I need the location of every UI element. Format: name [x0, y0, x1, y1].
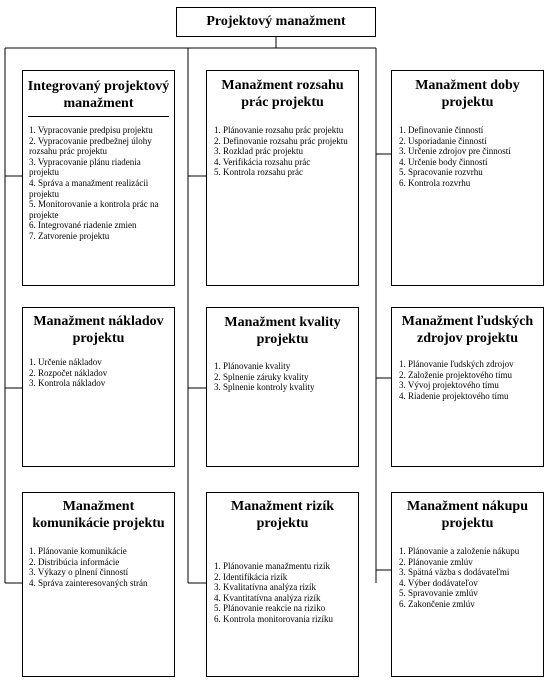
- list-item: 6. Zakončenie zmlúv: [399, 598, 475, 609]
- list-item: 3. Určenie zdrojov pre činností: [399, 146, 511, 157]
- list-item: 3. Kontrola nákladov: [29, 378, 106, 389]
- list-item: 3. Splnenie kontroly kvality: [214, 382, 315, 393]
- list-item: 1. Plánovanie ľudských zdrojov: [399, 359, 514, 369]
- list-item: 1. Plánovanie rozsahu prác projektu: [214, 125, 344, 135]
- list-item: 4. Správa zainteresovaných strán: [29, 577, 148, 588]
- list-item: 6. Integrované riadenie zmien: [29, 220, 137, 231]
- list-item: 2. Identifikácia rizík: [214, 571, 288, 582]
- node-title: Manažment nákladov projektu: [33, 314, 164, 346]
- list-item: 3. Výkazy o plnení činností: [29, 567, 129, 578]
- list-item: 2. Plánovanie zmlúv: [399, 556, 473, 567]
- node-item-list: [214, 361, 355, 393]
- node-title: Manažment doby projektu: [415, 78, 520, 110]
- node-integrated-management: [22, 70, 175, 286]
- list-item: 1. Definovanie činností: [399, 125, 484, 135]
- node-item-list: [29, 546, 172, 588]
- node-human-resources-management: [391, 307, 544, 467]
- node-item-list: [399, 125, 542, 189]
- list-item: 5. Spravovanie zmlúv: [399, 588, 478, 599]
- list-item: 3. Spätná väzba s dodávateľmi: [399, 567, 510, 578]
- node-item-list: [399, 359, 542, 401]
- list-item: 4. Riadenie projektového tímu: [399, 390, 509, 401]
- node-scope-management: [206, 70, 359, 286]
- list-item: 2. Rozpočet nákladov: [29, 367, 108, 378]
- list-item: 2. Distribúcia informácie: [29, 556, 120, 567]
- list-item: 1. Plánovanie komunikácie: [29, 546, 127, 556]
- node-divider: [28, 116, 169, 117]
- node-title: Manažment kvality projektu: [224, 315, 341, 347]
- node-cost-management: [22, 307, 175, 467]
- list-item: 1. Plánovanie manažmentu rizík: [214, 561, 330, 571]
- list-item: 4. Kvantitatívna analýza rizík: [214, 592, 321, 603]
- list-item: 1. Plánovanie a založenie nákupu: [399, 546, 520, 556]
- list-item: 4. Správa a manažment realizácii projektu: [29, 177, 149, 199]
- list-item: 5. Monitorovanie a kontrola prác na projekte: [29, 199, 159, 220]
- list-item: 3. Vývoj projektového tímu: [399, 380, 499, 391]
- list-item: 4. Určenie body činností: [399, 156, 488, 167]
- node-title: Manažment komunikácie projektu: [32, 499, 165, 531]
- node-item-list: [399, 546, 542, 610]
- node-communication-management: [22, 492, 175, 677]
- root-title: Projektový manažment: [206, 14, 346, 29]
- list-item: 4. Verifikácia rozsahu prác: [214, 156, 311, 167]
- node-quality-management: [206, 307, 359, 467]
- list-item: 2. Usporiadanie činností: [399, 135, 487, 146]
- list-item: 1. Plánovanie kvality: [214, 361, 291, 371]
- node-title: Manažment rizík projektu: [230, 499, 335, 531]
- list-item: 2. Definovanie rozsahu prác projektu: [214, 135, 348, 146]
- list-item: 4. Výber dodávateľov: [399, 577, 478, 588]
- node-item-list: [214, 561, 357, 625]
- list-item: 3. Rozklad prác projektu: [214, 146, 303, 157]
- list-item: 5. Spracovanie rozvrhu: [399, 167, 483, 178]
- list-item: 6. Kontrola monitorovania rizíku: [214, 613, 333, 624]
- list-item: 2. Splnenie záruky kvality: [214, 371, 309, 382]
- list-item: 5. Plánovanie reakcie na riziko: [214, 603, 326, 614]
- node-item-list: [29, 357, 172, 389]
- list-item: 1. Vypracovanie predpisu projektu: [29, 125, 153, 135]
- list-item: 3. Vypracovanie plánu riadenia projektu: [29, 156, 141, 178]
- list-item: 2. Založenie projektového tímu: [399, 369, 512, 380]
- node-risk-management: [206, 492, 359, 677]
- node-time-management: [391, 70, 544, 286]
- node-procurement-management: [391, 492, 544, 677]
- node-title: Integrovaný projektový manažment: [27, 79, 170, 111]
- list-item: 1. Určenie nákladov: [29, 357, 102, 367]
- list-item: 5. Kontrola rozsahu prác: [214, 167, 303, 178]
- list-item: 7. Zatvorenie projektu: [29, 230, 110, 241]
- root-node: [176, 7, 376, 37]
- list-item: 2. Vypracovanie predbežnej úlohy rozsahu prác projektu: [29, 135, 152, 157]
- node-item-list: [29, 125, 172, 242]
- list-item: 3. Kvalitatívna analýza rizík: [214, 582, 316, 593]
- node-item-list: [214, 125, 355, 178]
- node-title: Manažment ľudských zdrojov projektu: [401, 314, 534, 346]
- node-title: Manažment nákupu projektu: [407, 499, 528, 531]
- list-item: 6. Kontrola rozvrhu: [399, 177, 471, 188]
- node-title: Manažment rozsahu prác projektu: [221, 78, 344, 110]
